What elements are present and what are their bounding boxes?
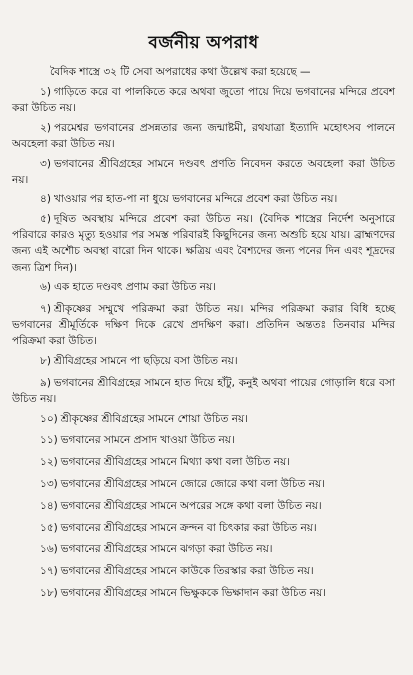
item-text: ভগবানের শ্রীবিগ্রহের সামনে ক্রন্দন বা চিৎকার করা উচিত নয়।: [60, 521, 317, 534]
item-text: ভগবানের শ্রীবিগ্রহের সামনে জোরে জোরে কথা বলা উচিত নয়।: [60, 477, 325, 490]
item-text: ভগবানের শ্রীবিগ্রহের সামনে ভিক্ষুককে ভিক্ষাদান করা উচিত নয়।: [60, 586, 326, 599]
list-item: [12, 156, 395, 188]
item-text: গাড়িতে করে বা পালকিতে করে অথবা জুতো পায়ে দিয়ে ভগবানের মন্দিরে প্রবেশ করা উচিত নয়।: [12, 86, 395, 115]
list-item: [12, 563, 395, 579]
item-number: ১১): [40, 434, 58, 447]
intro-text: বৈদিক শাস্ত্রে ৩২ টি সেবা অপরাধের কথা উল্লেখ করা হয়েছে —: [50, 66, 311, 78]
list-item: [12, 301, 395, 350]
page-title: বর্জনীয় অপরাধ: [148, 33, 259, 53]
item-number: ১২): [40, 456, 58, 469]
item-text: শ্রীকৃষ্ণের শ্রীবিগ্রহের সামনে শোয়া উচিত নয়।: [60, 412, 248, 425]
item-text: খাওয়ার পর হাত-পা না ধুয়ে ভগবানের মন্দিরে প্রবেশ করা উচিত নয়।: [53, 193, 338, 206]
item-text: ভগবানের শ্রীবিগ্রহের সামনে কাউকে তিরস্কার করা উচিত নয়।: [60, 565, 314, 578]
item-number: ১৬): [40, 543, 58, 556]
item-number: ১৩): [40, 477, 58, 490]
item-number: ১): [40, 86, 51, 98]
list-item: [12, 498, 395, 514]
list-item: [12, 211, 395, 276]
item-number: ১৪): [40, 499, 58, 512]
list-item: [12, 353, 395, 369]
item-number: ১৫): [40, 521, 58, 534]
list-item: [12, 585, 395, 601]
item-number: ১৭): [40, 565, 58, 578]
list-item: [12, 476, 395, 492]
item-number: ২): [40, 121, 51, 134]
item-text: ভগবানের শ্রীবিগ্রহের সামনে মিথ্যা কথা বলা উচিত নয়।: [60, 456, 290, 469]
list-item: [12, 411, 395, 427]
item-number: ৮): [40, 354, 51, 367]
list-item: [12, 432, 395, 448]
offense-list: [12, 84, 395, 601]
item-text: ভগবানের সামনে প্রসাদ খাওয়া উচিত নয়।: [60, 434, 235, 447]
item-text: শ্রীবিগ্রহের সামনে পা ছড়িয়ে বসা উচিত নয়।: [53, 354, 238, 367]
item-number: ৬): [40, 281, 51, 294]
list-item: [12, 375, 395, 407]
item-text: ভগবানের শ্রীবিগ্রহের সামনে ঝগড়া করা উচিত নয়।: [60, 543, 273, 556]
item-number: ৫): [40, 212, 51, 225]
item-number: ৪): [40, 193, 51, 206]
item-text: ভগবানের শ্রীবিগ্রহের সামনে হাত দিয়ে হাঁটু, কনুই অথবা পায়ের গোড়ালি ধরে বসা উচিত নয়।: [12, 376, 395, 405]
list-item: [12, 454, 395, 470]
item-text: দূষিত অবস্থায় মন্দিরে প্রবেশ করা উচিত নয়। (বৈদিক শাস্ত্রের নির্দেশ অনুসারে পরিবারে কারও মৃত্যু হওয়ার পর সমস্ত পরিবারই কিছুদিনের জন্য অশুচি হয়ে যায়। ব্রাহ্মণদের জন্য এই অশৌচ অবস্থা বারো দিন থাকে। ক্ষত্রিয় এবং বৈশ্যদের জন্য পনের দিন এবং শূদ্রদের জন্য ত্রিশ দিন)।: [12, 212, 395, 274]
item-number: ১০): [40, 412, 58, 425]
list-item: [12, 541, 395, 557]
item-number: ১৮): [40, 586, 58, 599]
item-number: ৩): [40, 157, 51, 170]
item-text: ভগবানের শ্রীবিগ্রহের সামনে অপরের সঙ্গে কথা বলা উচিত নয়।: [60, 499, 322, 512]
list-item: [12, 120, 395, 152]
item-text: শ্রীকৃষ্ণের সম্মুখে পরিক্রমা করা উচিত নয়। মন্দির পরিক্রমা করার বিধি হচ্ছে ভগবানের শ্রীমূর্তিকে দক্ষিণ দিকে রেখে প্রদক্ষিণ করা। প্রতিদিন অন্ততঃ তিনবার মন্দির পরিক্রমা করা উচিত।: [12, 302, 395, 348]
item-number: ৭): [40, 302, 51, 315]
item-text: পরমেশ্বর ভগবানের প্রসন্নতার জন্য জন্মাষ্টমী, রথযাত্রা ইত্যাদি মহোৎসব পালনে অবহেলা করা উচিত নয়।: [12, 121, 395, 150]
item-text: এক হাতে দণ্ডবৎ প্রণাম করা উচিত নয়।: [53, 281, 216, 294]
list-item: [12, 520, 395, 536]
item-text: ভগবানের শ্রীবিগ্রহের সামনে দণ্ডবৎ প্রণতি নিবেদন করতে অবহেলা করা উচিত নয়।: [12, 157, 395, 186]
list-item: [12, 279, 395, 295]
list-item: [12, 84, 395, 116]
list-item: [12, 191, 395, 207]
item-number: ৯): [40, 376, 51, 389]
